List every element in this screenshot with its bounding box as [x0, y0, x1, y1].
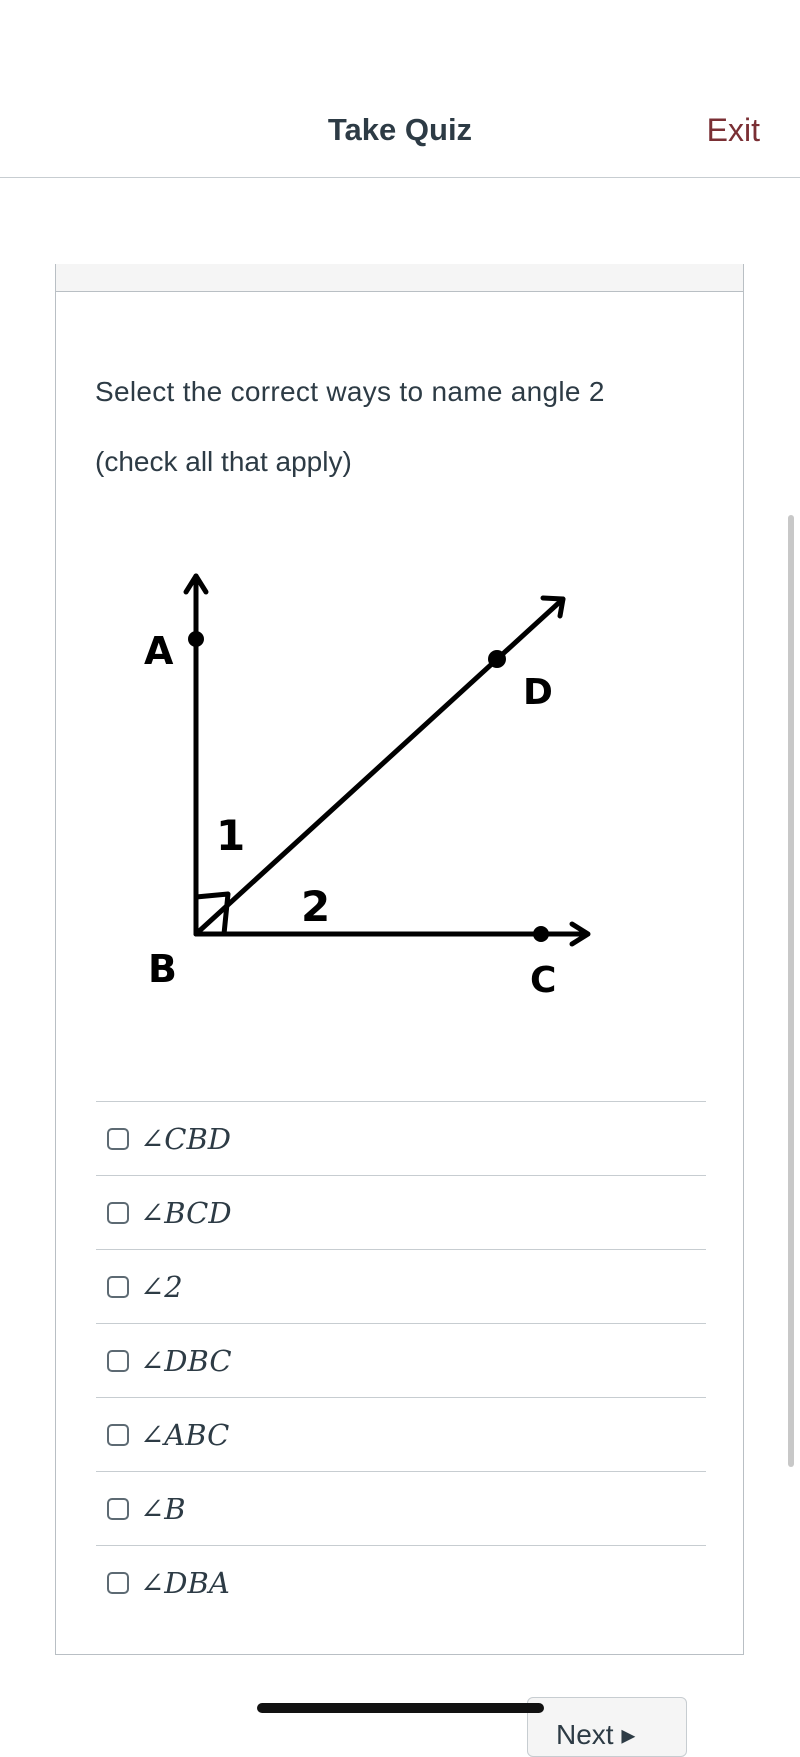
answer-label: ∠B [140, 1491, 186, 1526]
answer-label: ∠2 [140, 1269, 183, 1304]
checkbox[interactable] [107, 1202, 129, 1224]
checkbox[interactable] [107, 1498, 129, 1520]
answer-option[interactable] [96, 1175, 706, 1249]
label-angle-2: 2 [301, 882, 331, 931]
label-b: B [148, 947, 177, 991]
point-d-dot [488, 650, 506, 668]
checkbox[interactable] [107, 1350, 129, 1372]
answer-option[interactable] [96, 1397, 706, 1471]
exit-link[interactable]: Exit [706, 112, 760, 148]
answer-option[interactable] [96, 1249, 706, 1323]
answer-option[interactable] [96, 1545, 706, 1619]
question-prompt: Select the correct ways to name angle 2 [95, 376, 605, 407]
answer-list [96, 1101, 706, 1619]
answer-label: ∠ABC [140, 1417, 230, 1452]
answer-option[interactable] [96, 1101, 706, 1175]
top-bar [0, 0, 800, 178]
page-title: Take Quiz [327, 112, 473, 147]
label-d: D [523, 672, 553, 713]
point-a-dot [188, 631, 204, 647]
point-c-dot [533, 926, 549, 942]
next-button[interactable] [527, 1697, 687, 1757]
answer-label: ∠DBA [140, 1565, 230, 1600]
ray-bd [196, 599, 563, 934]
answer-label: ∠DBC [140, 1343, 232, 1378]
checkbox[interactable] [107, 1572, 129, 1594]
home-indicator[interactable] [257, 1703, 544, 1713]
label-c: C [530, 960, 557, 994]
question-instruction: (check all that apply) [95, 446, 352, 477]
angle-diagram [136, 534, 696, 994]
label-angle-1: 1 [216, 811, 246, 860]
next-button-label: Next ▸ [556, 1719, 636, 1750]
answer-label: ∠CBD [140, 1121, 232, 1156]
answer-label: ∠BCD [140, 1195, 232, 1230]
scrollbar[interactable] [788, 515, 794, 1467]
checkbox[interactable] [107, 1276, 129, 1298]
checkbox[interactable] [107, 1424, 129, 1446]
question-card [55, 264, 744, 1655]
checkbox[interactable] [107, 1128, 129, 1150]
question-header-strip [55, 264, 744, 292]
label-a: A [144, 629, 174, 673]
answer-option[interactable] [96, 1471, 706, 1545]
answer-option[interactable] [96, 1323, 706, 1397]
